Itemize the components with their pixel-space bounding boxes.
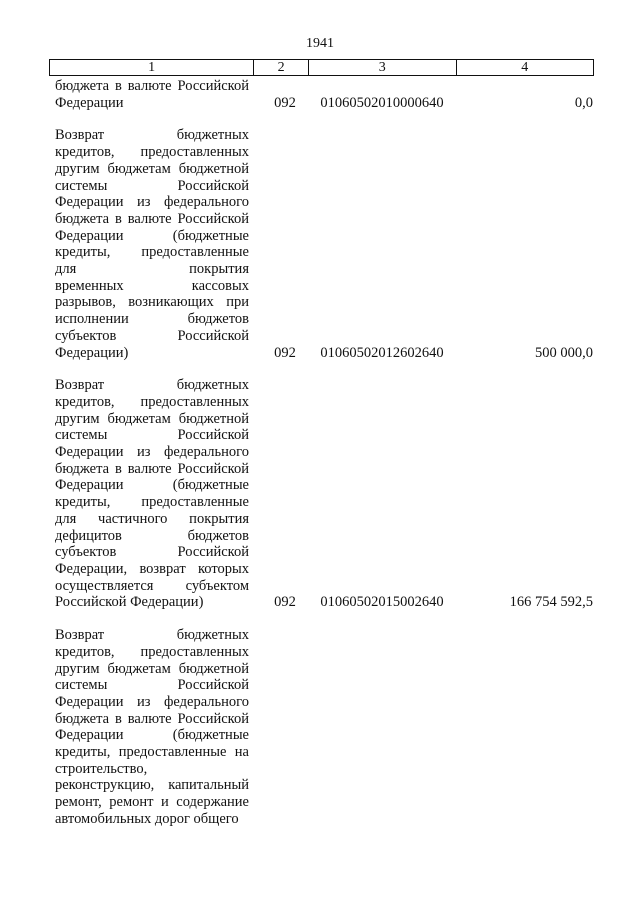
description-line: исполнении бюджетов [55,311,249,328]
description-line: Федерации (бюджетные [55,477,249,494]
description-line: другим бюджетам бюджетной [55,410,249,427]
row-admin-code: 092 [274,344,296,361]
description-line: системы Российской [55,427,249,444]
description-line: другим бюджетам бюджетной [55,660,249,677]
header-col-4: 4 [521,60,529,75]
header-col-3: 3 [309,60,456,75]
table-row [55,127,593,361]
description-line: реконструкцию, капитальный [55,777,249,794]
description-line: системы Российской [55,677,249,694]
description-line: Федерации из федерального [55,444,249,461]
description-line: субъектов Российской [55,544,249,561]
description-line: бюджета в валюте Российской [55,710,249,727]
description-line: субъектов Российской [55,327,249,344]
description-line: кредитов, предоставленных [55,144,249,161]
description-line: ремонт, ремонт и содержание [55,794,249,811]
description-line: кредиты, предоставленные [55,244,249,261]
description-line: осуществляется субъектом [55,577,249,594]
description-line: Федерации) [55,344,129,361]
description-line: Федерации (бюджетные [55,227,249,244]
row-classification-code: 01060502012602640 [320,344,444,361]
description-line: дефицитов бюджетов [55,527,249,544]
row-classification-code: 01060502015002640 [320,594,444,611]
description-line: кредиты, предоставленные на [55,744,249,761]
description-line: автомобильных дорог общего [55,810,239,827]
description-line: Федерации из федерального [55,693,249,710]
table-row [55,78,593,111]
row-classification-code: 01060502010000640 [320,94,444,111]
description-line: строительство, [55,760,148,777]
table-body [55,78,593,828]
row-amount: 166 754 592,5 [509,594,593,611]
table-row [55,627,593,827]
description-line: другим бюджетам бюджетной [55,160,249,177]
row-description [55,627,249,827]
description-line: бюджета в валюте Российской [55,78,249,94]
description-line: для частичного покрытия [55,510,249,527]
row-description [55,78,249,111]
description-line: Возврат бюджетных [55,127,249,144]
description-line: Российской Федерации) [55,594,204,611]
description-line: кредитов, предоставленных [55,393,249,410]
row-amount: 500 000,0 [535,344,593,361]
description-line: Федерации из федерального [55,194,249,211]
description-line: временных кассовых [55,277,249,294]
description-line: бюджета в валюте Российской [55,460,249,477]
description-line: Возврат бюджетных [55,627,249,644]
description-line: Федерации (бюджетные [55,727,249,744]
description-line: кредиты, предоставленные [55,494,249,511]
description-line: Возврат бюджетных [55,377,249,394]
description-line: Федерации, возврат которых [55,560,249,577]
row-description [55,127,249,361]
row-amount: 0,0 [574,94,593,111]
table-header [49,59,594,76]
description-line: Федерации [55,94,124,111]
row-admin-code: 092 [274,594,296,611]
page-number: 1941 [306,36,334,51]
row-admin-code: 092 [274,94,296,111]
row-description [55,377,249,611]
description-line: для покрытия [55,261,249,278]
table-row [55,377,593,611]
header-col-2: 2 [254,60,309,75]
header-col-1: 1 [50,60,254,75]
description-line: кредитов, предоставленных [55,643,249,660]
description-line: бюджета в валюте Российской [55,210,249,227]
description-line: системы Российской [55,177,249,194]
description-line: разрывов, возникающих при [55,294,249,311]
